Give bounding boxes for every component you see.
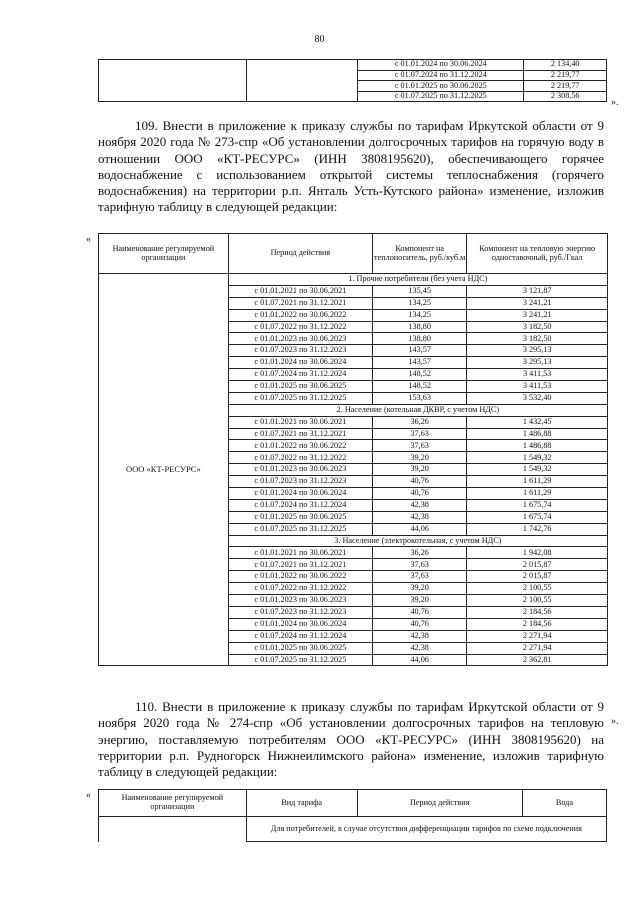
period-cell: с 01.01.2023 по 30.06.2023 (228, 595, 372, 607)
comp1-cell: 40,76 (373, 488, 467, 500)
comp2-cell: 1 549,32 (467, 464, 608, 476)
comp1-cell: 36,26 (373, 416, 467, 428)
comp2-cell: 3 532,40 (467, 392, 608, 404)
value-cell: 2 219,77 (524, 81, 607, 92)
page-number: 80 (314, 34, 325, 45)
period-cell: с 01.01.2025 по 30.06.2025 (228, 511, 372, 523)
comp1-cell: 37,63 (373, 559, 467, 571)
period-cell: с 01.07.2025 по 31.12.2025 (228, 392, 372, 404)
comp1-cell: 42,38 (373, 642, 467, 654)
period-cell: с 01.07.2022 по 31.12.2022 (228, 321, 372, 333)
period-cell: с 01.01.2023 по 30.06.2023 (228, 464, 372, 476)
period-cell: с 01.01.2024 по 30.06.2024 (228, 488, 372, 500)
header-tariff-110: Вид тарифа (246, 790, 357, 817)
period-cell: с 01.01.2021 по 30.06.2021 (228, 547, 372, 559)
value-cell: 2 219,77 (524, 70, 607, 81)
comp2-cell: 1 486,88 (467, 440, 608, 452)
period-cell: с 01.07.2024 по 31.12.2024 (228, 630, 372, 642)
comp2-cell: 1 432,45 (467, 416, 608, 428)
comp2-cell: 1 611,29 (467, 476, 608, 488)
group-title: 2. Население (котельная ДКВР, с учетом НДС) (228, 404, 607, 416)
comp2-cell: 1 742,76 (467, 523, 608, 535)
comp1-cell: 40,76 (373, 618, 467, 630)
comp1-cell: 40,76 (373, 606, 467, 618)
comp1-cell: 143,57 (373, 357, 467, 369)
header-water-110: Вода (522, 790, 606, 817)
comp2-cell: 3 295,13 (467, 345, 608, 357)
period-cell: с 01.01.2024 по 30.06.2024 (228, 357, 372, 369)
group-title: 1. Прочие потребители (без учета НДС) (228, 274, 607, 286)
comp1-cell: 134,25 (373, 309, 467, 321)
comp2-cell: 1 549,32 (467, 452, 608, 464)
empty-cell (247, 60, 358, 102)
closing-quote-109: ». (611, 716, 619, 727)
period-cell: с 01.01.2022 по 30.06.2022 (228, 309, 372, 321)
header-comp2: Компонент на тепловую энергию одноставочный, руб./Гкал (467, 234, 608, 274)
comp1-cell: 42,38 (373, 511, 467, 523)
header-org: Наименование регулируемой организации (99, 234, 229, 274)
tariff-table-109 (98, 233, 608, 666)
comp2-cell: 3 411,53 (467, 369, 608, 381)
opening-quote-109: « (86, 234, 91, 245)
period-cell: с 01.07.2023 по 31.12.2023 (228, 345, 372, 357)
period-cell: с 01.01.2025 по 30.06.2025 (228, 381, 372, 393)
comp1-cell: 39,20 (373, 583, 467, 595)
period-cell: с 01.01.2025 по 30.06.2025 (228, 642, 372, 654)
comp2-cell: 3 241,21 (467, 297, 608, 309)
period-cell: с 01.07.2024 по 31.12.2024 (228, 369, 372, 381)
comp2-cell: 2 184,56 (467, 606, 608, 618)
comp2-cell: 3 411,53 (467, 381, 608, 393)
period-cell: с 01.01.2022 по 30.06.2022 (228, 440, 372, 452)
comp1-cell: 143,57 (373, 345, 467, 357)
header-period: Период действия (228, 234, 372, 274)
table-row (99, 60, 607, 71)
comp1-cell: 37,63 (373, 440, 467, 452)
period-cell: с 01.01.2024 по 30.06.2024 (228, 618, 372, 630)
period-cell: с 01.07.2025 по 31.12.2025 (228, 654, 372, 666)
comp2-cell: 2 100,55 (467, 583, 608, 595)
period-cell: с 01.01.2022 по 30.06.2022 (228, 571, 372, 583)
period-cell: с 01.01.2023 по 30.06.2023 (228, 333, 372, 345)
subheader-110: Для потребителей, в случае отсутствия дифференциации тарифов по схеме подключения (246, 817, 606, 842)
period-cell: с 01.07.2021 по 31.12.2021 (228, 428, 372, 440)
group-title: 3. Население (электрокотельная, с учетом НДС) (228, 535, 607, 547)
period-cell: с 01.07.2024 по 31.12.2024 (358, 70, 524, 81)
period-cell: с 01.01.2021 по 30.06.2021 (228, 416, 372, 428)
comp2-cell: 2 271,94 (467, 630, 608, 642)
comp1-cell: 148,52 (373, 369, 467, 381)
opening-quote-110: « (86, 790, 91, 801)
period-cell: с 01.07.2024 по 31.12.2024 (228, 499, 372, 511)
comp1-cell: 40,76 (373, 476, 467, 488)
comp1-cell: 37,63 (373, 571, 467, 583)
comp1-cell: 135,45 (373, 285, 467, 297)
comp2-cell: 2 015,87 (467, 559, 608, 571)
comp2-cell: 2 362,81 (467, 654, 608, 666)
period-cell: с 01.01.2021 по 30.06.2021 (228, 285, 372, 297)
comp1-cell: 138,80 (373, 321, 467, 333)
comp2-cell: 1 942,08 (467, 547, 608, 559)
comp1-cell: 153,63 (373, 392, 467, 404)
period-cell: с 01.07.2021 по 31.12.2021 (228, 559, 372, 571)
tariff-table-110 (98, 789, 607, 842)
value-cell: 2 308,56 (524, 91, 607, 102)
comp2-cell: 2 100,55 (467, 595, 608, 607)
period-cell: с 01.01.2024 по 30.06.2024 (358, 60, 524, 71)
comp2-cell: 3 241,21 (467, 309, 608, 321)
comp1-cell: 42,38 (373, 630, 467, 642)
comp2-cell: 3 182,50 (467, 321, 608, 333)
comp2-cell: 1 611,29 (467, 488, 608, 500)
comp2-cell: 2 184,56 (467, 618, 608, 630)
comp1-cell: 37,63 (373, 428, 467, 440)
period-cell: с 01.07.2021 по 31.12.2021 (228, 297, 372, 309)
comp1-cell: 134,25 (373, 297, 467, 309)
period-cell: с 01.07.2023 по 31.12.2023 (228, 476, 372, 488)
period-cell: с 01.01.2025 по 30.06.2025 (358, 81, 524, 92)
comp1-cell: 148,52 (373, 381, 467, 393)
comp2-cell: 1 675,74 (467, 499, 608, 511)
org-name: ООО «КТ-РЕСУРС» (99, 274, 229, 666)
value-cell: 2 134,40 (524, 60, 607, 71)
comp2-cell: 2 271,94 (467, 642, 608, 654)
comp1-cell: 36,26 (373, 547, 467, 559)
comp2-cell: 1 675,74 (467, 511, 608, 523)
comp1-cell: 44,06 (373, 654, 467, 666)
comp2-cell: 3 182,50 (467, 333, 608, 345)
period-cell: с 01.07.2022 по 31.12.2022 (228, 452, 372, 464)
continuation-table (98, 59, 607, 102)
period-cell: с 01.07.2023 по 31.12.2023 (228, 606, 372, 618)
comp2-cell: 3 295,13 (467, 357, 608, 369)
paragraph-109: 109. Внести в приложение к приказу службы по тарифам Иркутской области от 9 ноября 2020 года № 273-спр «Об установлении долгосрочных тарифов на горячую воду в отношении ООО «КТ-РЕСУРС» (ИНН 3808195620), обеспечивающего горячее водоснабжение с использованием открытой системы теплоснабжения (горячего водоснабжения) на территории р.п. Янталь Усть-Кутского района» изменение, изложив тарифную таблицу в следующей редакции: (98, 118, 604, 215)
comp1-cell: 39,20 (373, 452, 467, 464)
closing-quote-top: ». (611, 97, 619, 108)
comp2-cell: 1 486,88 (467, 428, 608, 440)
comp1-cell: 44,06 (373, 523, 467, 535)
comp1-cell: 138,80 (373, 333, 467, 345)
period-cell: с 01.07.2022 по 31.12.2022 (228, 583, 372, 595)
comp2-cell: 2 015,87 (467, 571, 608, 583)
paragraph-110: 110. Внести в приложение к приказу службы по тарифам Иркутской области от 9 ноября 2020 года № 274-спр «Об установлении долгосрочных тарифов на тепловую энергию, поставляемую потребителям ООО «КТ-РЕСУРС» (ИНН 3808195620) на территории р.п. Рудногорск Нижнеилимского района» изменение, изложив тарифную таблицу в следующей редакции: (98, 699, 604, 780)
period-cell: с 01.07.2025 по 31.12.2025 (358, 91, 524, 102)
comp1-cell: 42,38 (373, 499, 467, 511)
empty-cell (99, 817, 247, 842)
header-period-110: Период действия (357, 790, 522, 817)
period-cell: с 01.07.2025 по 31.12.2025 (228, 523, 372, 535)
comp1-cell: 39,20 (373, 595, 467, 607)
comp2-cell: 3 121,87 (467, 285, 608, 297)
group-row (99, 274, 608, 286)
header-comp1: Компонент на теплоноситель, руб./куб.м (373, 234, 467, 274)
comp1-cell: 39,20 (373, 464, 467, 476)
empty-cell (99, 60, 247, 102)
header-org-110: Наименование регулируемой организации (99, 790, 247, 817)
